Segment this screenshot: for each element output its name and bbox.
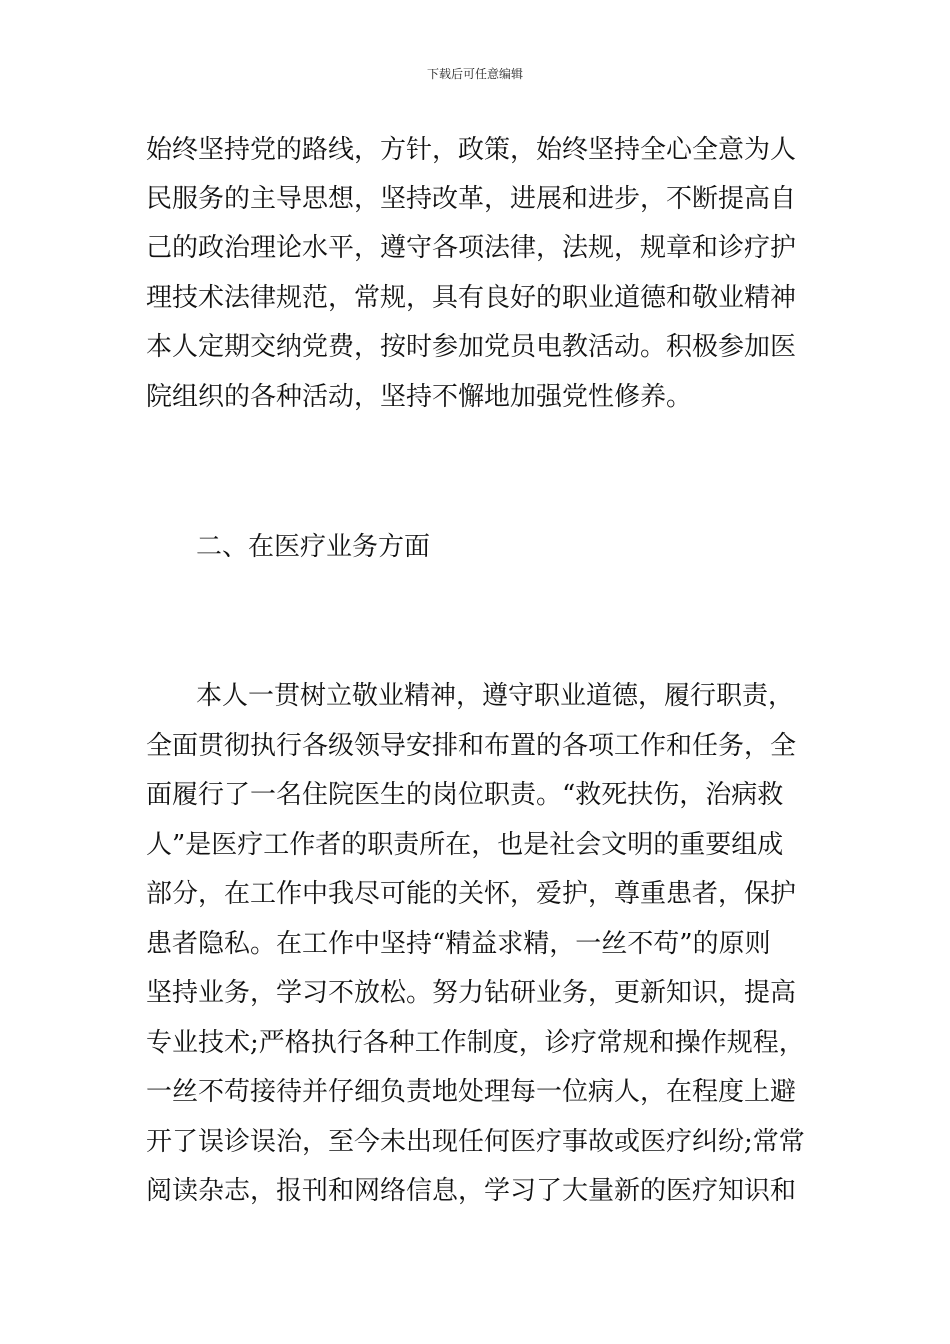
paragraph-line: 理技术法律规范，常规，具有良好的职业道德和敬业精神 — [146, 283, 797, 313]
paragraph-line: 患者隐私。在工作中坚持“精益求精，一丝不苟”的原则 — [146, 929, 771, 959]
paragraph-line: 人”是医疗工作者的职责所在，也是社会文明的重要组成 — [146, 830, 784, 860]
section-heading: 二、在医疗业务方面 — [196, 532, 431, 562]
paragraph-line: 本人定期交纳党费，按时参加党员电教活动。积极参加医 — [146, 332, 797, 362]
paragraph-line: 坚持业务，学习不放松。努力钻研业务，更新知识，提高 — [146, 978, 797, 1008]
paragraph-line: 部分，在工作中我尽可能的关怀，爱护，尊重患者，保护 — [146, 879, 797, 909]
paragraph-line: 阅读杂志，报刊和网络信息，学习了大量新的医疗知识和 — [146, 1176, 797, 1206]
paragraph-line: 始终坚持党的路线，方针，政策，始终坚持全心全意为人 — [146, 135, 797, 165]
paragraph-line: 院组织的各种活动，坚持不懈地加强党性修养。 — [146, 382, 693, 412]
paragraph-line: 本人一贯树立敬业精神，遵守职业道德，履行职责， — [196, 681, 795, 711]
paragraph-line: 己的政治理论水平，遵守各项法律，法规，规章和诊疗护 — [146, 233, 797, 263]
paragraph-line: 开了误诊误治，至今未出现任何医疗事故或医疗纠纷;常常 — [146, 1127, 805, 1157]
paragraph-line: 专业技术;严格执行各种工作制度，诊疗常规和操作规程， — [146, 1028, 805, 1058]
paragraph-line: 面履行了一名住院医生的岗位职责。“救死扶伤，治病救 — [146, 780, 784, 810]
paragraph-line: 全面贯彻执行各级领导安排和布置的各项工作和任务，全 — [146, 731, 797, 761]
paragraph-line: 一丝不苟接待并仔细负责地处理每一位病人，在程度上避 — [146, 1077, 797, 1107]
paragraph-line: 民服务的主导思想，坚持改革，进展和进步，不断提高自 — [146, 184, 797, 214]
page-header-note: 下载后可任意编辑 — [426, 67, 523, 81]
